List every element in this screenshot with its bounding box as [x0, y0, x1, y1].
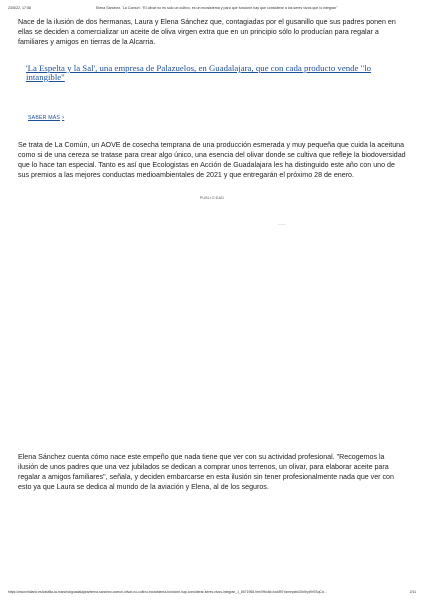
read-more-label: SABER MÁS [28, 115, 61, 121]
page-number: 2/11 [409, 590, 416, 594]
related-article-link[interactable]: 'La Espelta y la Sal', una empresa de Palazuelos, en Guadalajara, que con cada producto vende "lo intangible" [26, 63, 372, 82]
read-more-link[interactable] [28, 115, 64, 121]
article-paragraph-3: Elena Sánchez cuenta cómo nace este empeño que nada tiene que ver con su actividad profesional. "Recogemos la ilusión de unos padres que una vez jubilados se dedican a comprar unos terrenos, un olivar, para elaborar aceite para regalar a amigos familiares", señala, y deciden embarcarse en esta ilusión sin tener profesionalmente nada que ver con esto ya que Laura se dedica al mundo de la aviación y Elena, al de los seguros. [18, 453, 394, 491]
print-date: 23/5/22, 17:58 [8, 6, 31, 10]
ad-label: PUBLICIDAD [199, 196, 225, 200]
article-paragraph-1: Nace de la ilusión de dos hermanas, Laura y Elena Sánchez que, contagiadas por el gusanillo que sus padres ponen en ellas se deciden a comercializar un aceite de oliva virgen extra que en un principio sólo lo producían para regalar a familiares y amigos en tierras de la Alcarria. [18, 18, 396, 46]
chevron-right-icon: › [62, 115, 65, 121]
article-paragraph-2: Se trata de La Común, un AOVE de cosecha temprana de una producción esmerada y muy pequeña que cuida la aceituna como si de una cereza se tratase para crear algo único, una esencia del olivar donde se cultiva que refleje la biodoversidad que lo hace tan especial. Tanto es así que Ecologistas en Acción de Guadalajara les ha distinguido este año con uno de sus premios a las mejores conductas medioambientales de 2021 y que entregarán el próximo 28 de enero. [18, 141, 406, 179]
ad-slot [278, 224, 286, 225]
print-page-title: Elena Sánchez, 'La Común': "El olivar no es solo un cultivo, es un ecosistema y para que funcione hay que considerar a los seres vivos que lo integran" [96, 6, 338, 10]
print-header [8, 4, 416, 12]
print-url: https://www.eldiario.es/castilla-la-mancha/guadalajara/elena-sanchez-comun-olivar-no-cultivo-ecosistema-funcione-hay-considerar-seres-vivos-integran_1_8671968.html?fbclid=IwAR0Yamepzbk3XrIbyWrSSqCd... [8, 590, 327, 594]
print-footer [8, 588, 416, 596]
